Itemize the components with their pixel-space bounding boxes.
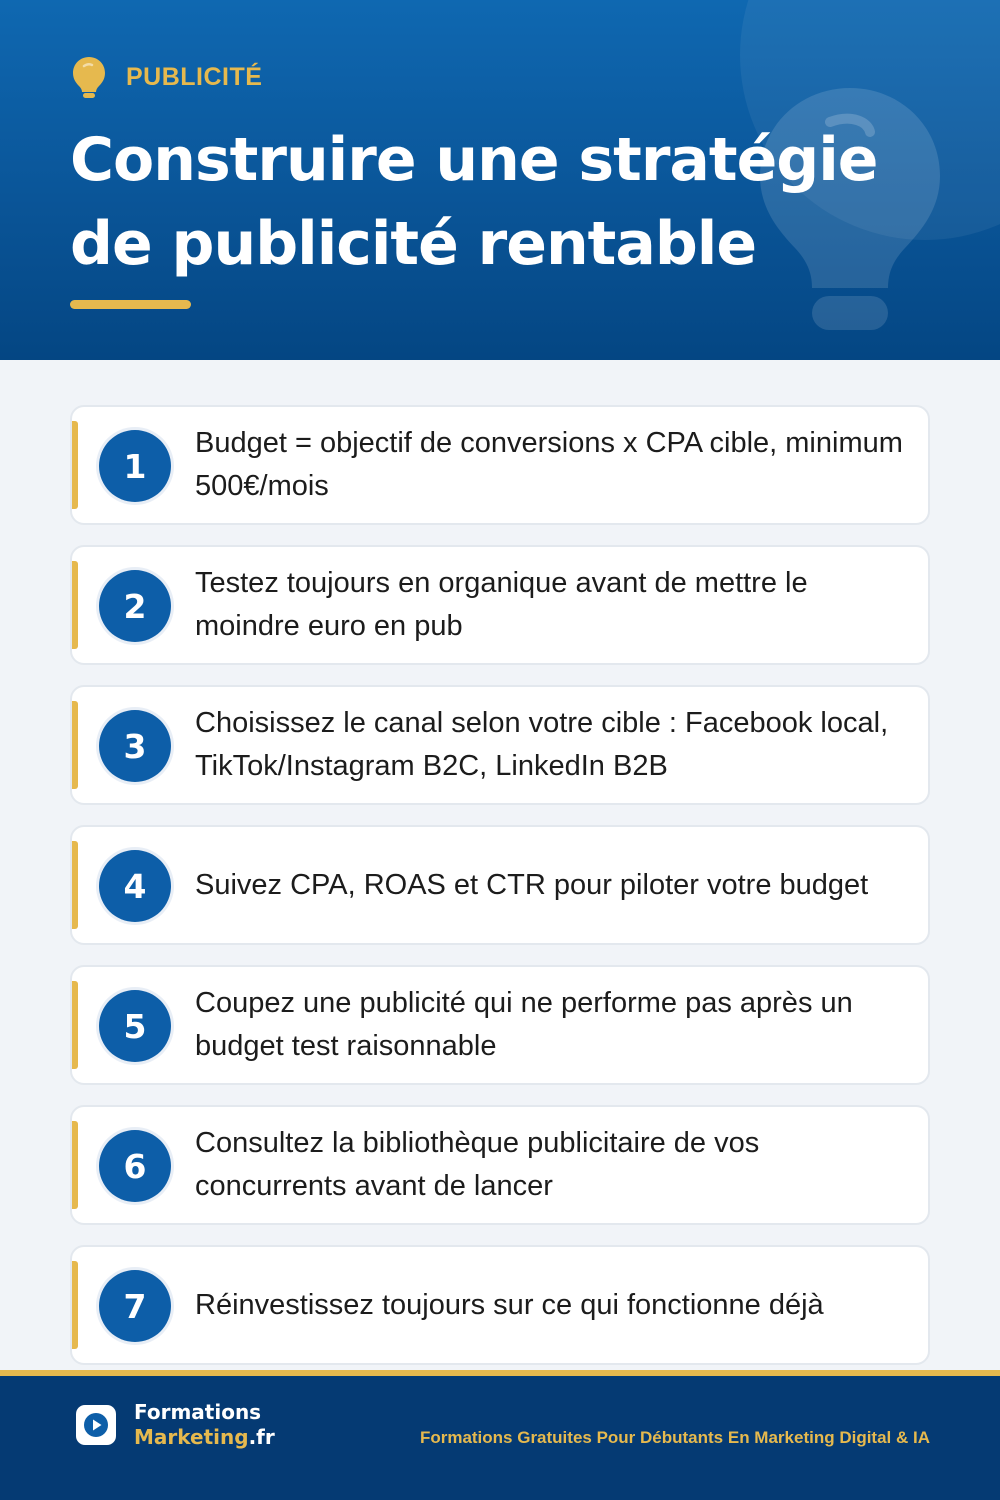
- tip-number-badge: 2: [99, 570, 171, 642]
- tip-card: [70, 545, 930, 665]
- card-accent-bar: [72, 561, 78, 649]
- tip-number-badge: 5: [99, 990, 171, 1062]
- lightbulb-icon: [72, 56, 106, 98]
- brand-domain-suffix: .fr: [248, 1425, 275, 1449]
- tip-text: Réinvestissez toujours sur ce qui fonctionne déjà: [195, 1288, 824, 1321]
- tip-card: [70, 825, 930, 945]
- play-icon: [76, 1405, 116, 1445]
- tip-number-badge: 6: [99, 1130, 171, 1202]
- tip-number-badge: 7: [99, 1270, 171, 1342]
- category-tag: [72, 56, 262, 98]
- tip-card: [70, 1245, 930, 1365]
- card-accent-bar: [72, 701, 78, 789]
- page-title: Construire une stratégie de publicité rentable: [70, 125, 878, 279]
- tip-card: [70, 405, 930, 525]
- card-accent-bar: [72, 841, 78, 929]
- tip-text: Suivez CPA, ROAS et CTR pour piloter votre budget: [195, 868, 869, 901]
- footer: [0, 1370, 1000, 1500]
- card-accent-bar: [72, 1121, 78, 1209]
- card-accent-bar: [72, 1261, 78, 1349]
- card-accent-bar: [72, 981, 78, 1069]
- tip-card: [70, 1105, 930, 1225]
- tip-number-badge: 3: [99, 710, 171, 782]
- brand-name: [134, 1400, 275, 1450]
- brand-name-main: Marketing: [134, 1425, 249, 1449]
- tip-text: Consultez la bibliothèque publicitaire de vos concurrents avant de lancer: [195, 1127, 760, 1202]
- footer-tagline: Formations Gratuites Pour Débutants En Marketing Digital & IA: [419, 1428, 930, 1447]
- tip-card: [70, 965, 930, 1085]
- brand-name-line2: [134, 1425, 275, 1450]
- brand-name-line1: Formations: [134, 1400, 262, 1424]
- header-banner: [0, 0, 1000, 360]
- tip-text: Choisissez le canal selon votre cible : Facebook local, TikTok/Instagram B2C, LinkedIn B2B: [195, 707, 889, 782]
- tip-card: [70, 685, 930, 805]
- tip-text: Budget = objectif de conversions x CPA cible, minimum 500€/mois: [195, 427, 903, 502]
- tip-number-badge: 1: [99, 430, 171, 502]
- tip-text: Coupez une publicité qui ne performe pas après un budget test raisonnable: [195, 987, 853, 1062]
- category-label: PUBLICITÉ: [126, 62, 263, 91]
- tip-number-badge: 4: [99, 850, 171, 922]
- tip-text: Testez toujours en organique avant de mettre le moindre euro en pub: [195, 567, 808, 642]
- card-accent-bar: [72, 421, 78, 509]
- brand-logo[interactable]: [76, 1400, 275, 1450]
- title-underline: [70, 300, 191, 309]
